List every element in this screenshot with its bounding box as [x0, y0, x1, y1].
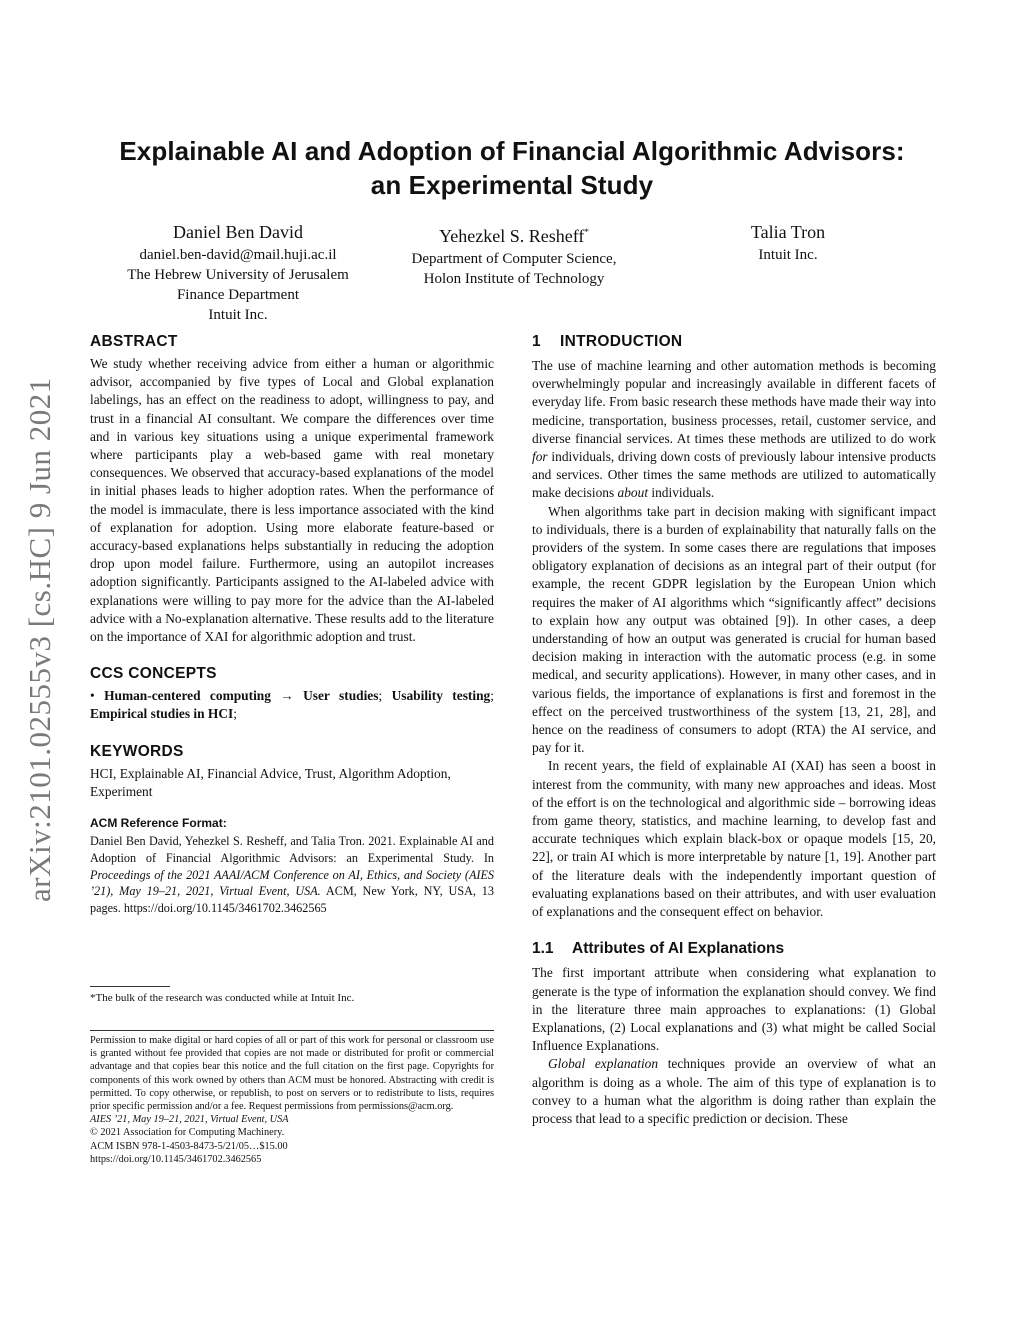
ccs-term: User studies — [303, 688, 379, 704]
author-name: Yehezkel S. Resheff — [439, 226, 585, 246]
ccs-separator: ; — [378, 688, 392, 704]
ccs-concepts — [90, 687, 494, 723]
keywords-heading: KEYWORDS — [90, 742, 184, 760]
author-email: daniel.ben-david@mail.huji.ac.il — [139, 247, 337, 263]
subsection-number: 1.1 — [532, 940, 554, 958]
author-affiliation: The Hebrew University of Jerusalem — [127, 267, 349, 283]
permission-copyright: © 2021 Association for Computing Machinery. — [90, 1127, 285, 1139]
text-run: for — [532, 449, 548, 465]
acm-ref-post: ACM, New York, NY, USA, 13 pages. https://doi.org/10.1145/3461702.3462565 — [90, 884, 494, 916]
permission-divider — [90, 1030, 494, 1031]
text-run: Global explanation — [548, 1056, 659, 1072]
ccs-bullet: • — [90, 688, 95, 704]
abstract-text: We study whether receiving advice from either a human or algorithmic advisor, accompanied by five types of Local and Global explanation labelings, has an effect on the readiness to adopt, willingness to pay, and trust in a financial AI consultant. We compare the differences over time and in various key situations using a unique experimental framework where participants play a web-based game with real monetary consequences. We observed that accuracy-based explanations of the model in initial phases leads to higher adoption rates. When the performance of the model is immaculate, there is less importance associated with the kind of explanation for adoption. Using more elaborate feature-based or accuracy-based explanations helps substantially in reducing the adoption drop upon model failure. Furthermore, using an autopilot increases adoption significantly. Participants assigned to the AI-labeled advice with explanations were willing to pay more for the advice than the AI-labeled advice with a No-explanation alternative. These results add to the literature on the importance of XAI for algorithmic adoption and trust. — [90, 356, 494, 645]
text-run: The use of machine learning and other automation methods is becoming overwhelmingly popular and increasingly available in different facets of everyday life. From basic research these methods have made their way into medicine, transportation, business processes, retail, customer service, and diverse financial services. At times these methods are utilized to do work — [532, 358, 936, 446]
intro-paragraph-1 — [532, 357, 936, 503]
abstract-heading: ABSTRACT — [90, 333, 178, 350]
ccs-arrow: → — [280, 688, 294, 704]
arxiv-stamp: arXiv:2101.02555v3 [cs.HC] 9 Jun 2021 — [22, 377, 57, 902]
ccs-heading: CCS CONCEPTS — [90, 665, 217, 683]
author-name: Talia Tron — [750, 222, 826, 242]
right-column — [532, 331, 936, 1128]
text-run: techniques provide an overview of what an algorithm is doing as a whole. The aim of this type of explanation is to convey to a human what the algorithm is doing rather than explain the process that lead to a specific prediction or decision. These — [532, 1056, 936, 1126]
author-affiliation: Finance Department — [176, 287, 300, 303]
ccs-term: Empirical studies in HCI — [90, 706, 234, 722]
ccs-term: Human-centered computing — [104, 688, 271, 704]
acm-ref-venue: Proceedings of the 2021 AAAI/ACM Conference on AI, Ethics, and Society (AIES ’21), May 19–21, 2021, Virtual Event, USA. — [90, 867, 494, 899]
author-block-3 — [680, 219, 896, 265]
author-name: Daniel Ben David — [173, 222, 303, 242]
permission-doi: https://doi.org/10.1145/3461702.3462565 — [90, 1153, 262, 1165]
permission-isbn: ACM ISBN 978-1-4503-8473-5/21/05…$15.00 — [90, 1140, 288, 1152]
subsection-heading — [532, 938, 936, 960]
permission-venue: AIES ’21, May 19–21, 2021, Virtual Event, USA — [90, 1114, 289, 1126]
ccs-end: ; — [233, 706, 237, 722]
ccs-term: Usability testing — [391, 688, 491, 704]
intro-heading — [532, 331, 936, 353]
intro-paragraph-3: In recent years, the field of explainable AI (XAI) has seen a boost in interest from the community, with many new approaches and ideas. Most of the effort is on the technological and algorithmic side – borrowing ideas from game theory, statistics, and machine learning, to develop fast and accurate techniques which explain black-box or opaque models [15, 20, 22], or train AI which is more interpretable by nature [1, 19]. Another part of the literature deals with the independently important question of evaluating explanations based on their attributes, and with user evaluation of explanations and the consequent effect on behavior. — [532, 758, 936, 920]
author-affiliation: Department of Computer Science, — [411, 251, 617, 267]
acm-ref-heading: ACM Reference Format: — [90, 816, 227, 831]
author-affiliation: Holon Institute of Technology — [423, 271, 605, 287]
keywords-text: HCI, Explainable AI, Financial Advice, Trust, Algorithm Adoption, Experiment — [90, 765, 451, 799]
subsection-title: Attributes of AI Explanations — [572, 940, 785, 958]
intro-paragraph-2: When algorithms take part in decision making with significant impact to individuals, there is a burden of explainability that naturally falls on the providers of the system. In some cases there are regulations that imposes obligatory explanation of decisions as an integral part of their output (for example, the recent GDPR legislation by the European Union which requires the maker of AI algorithms which “significantly affect” decisions to explain how any output was obtained [9]). In other cases, a deep understanding of how an output was generated is crucial for human based decision making in interaction with the automatic process (e.g. in some medical, and security applications). However, in many other cases, and in various fields, the importance of explanations is first and foremost in the effect on the perceived trustworthiness of the system [13, 21, 28], and hence on the readiness of consumers to adopt (RTA) the AI service, and pay for it. — [532, 503, 936, 756]
acm-ref-pre: Daniel Ben David, Yehezkel S. Resheff, and Talia Tron. 2021. Explainable AI and Adoption of Financial Algorithmic Advisors: an Experimental Study. In — [90, 834, 494, 865]
footnote: *The bulk of the research was conducted while at Intuit Inc. — [90, 992, 355, 1004]
author-affiliation: Intuit Inc. — [758, 247, 818, 263]
section-number: 1 — [532, 333, 541, 350]
author-affiliation: Intuit Inc. — [208, 307, 268, 323]
subsection-paragraph-1: The first important attribute when considering what explanation to generate is the type of information the explanation should convey. We find in the literature three main approaches to explanations: (1) Global Explanations, (2) Local explanations and (3) what might be called Social Influence Explanations. — [532, 965, 936, 1054]
subsection-paragraph-2 — [532, 1055, 936, 1128]
text-run: about — [617, 485, 649, 501]
title-line-2: an Experimental Study — [370, 170, 654, 200]
acm-ref-text — [90, 833, 494, 917]
text-run: individuals, driving down costs of previously labour intensive products and services. Other times the same methods are utilized to automatically make decisions — [532, 449, 936, 501]
author-footnote-mark: * — [584, 227, 589, 237]
left-column — [90, 331, 494, 917]
paper-title — [60, 134, 964, 202]
permission-text: Permission to make digital or hard copies of all or part of this work for personal or classroom use is granted without fee provided that copies are not made or distributed for profit or commercial advantage and that copies bear this notice and the full citation on the first page. Copyrights for components of this work owned by others than ACM must be honored. Abstracting with credit is permitted. To copy otherwise, or republish, to post on servers or to redistribute to lists, requires prior specific permission and/or a fee. Request permissions from permissions@acm.org. — [90, 1035, 494, 1113]
title-line-1: Explainable AI and Adoption of Financial Algorithmic Advisors: — [119, 136, 905, 166]
footnote-divider — [90, 986, 170, 987]
text-run: individuals. — [648, 485, 715, 501]
permission-block — [90, 1034, 494, 1166]
author-block-1 — [100, 219, 376, 325]
ccs-separator: ; — [490, 688, 494, 704]
author-block-2 — [376, 219, 652, 289]
section-title: INTRODUCTION — [560, 333, 683, 350]
